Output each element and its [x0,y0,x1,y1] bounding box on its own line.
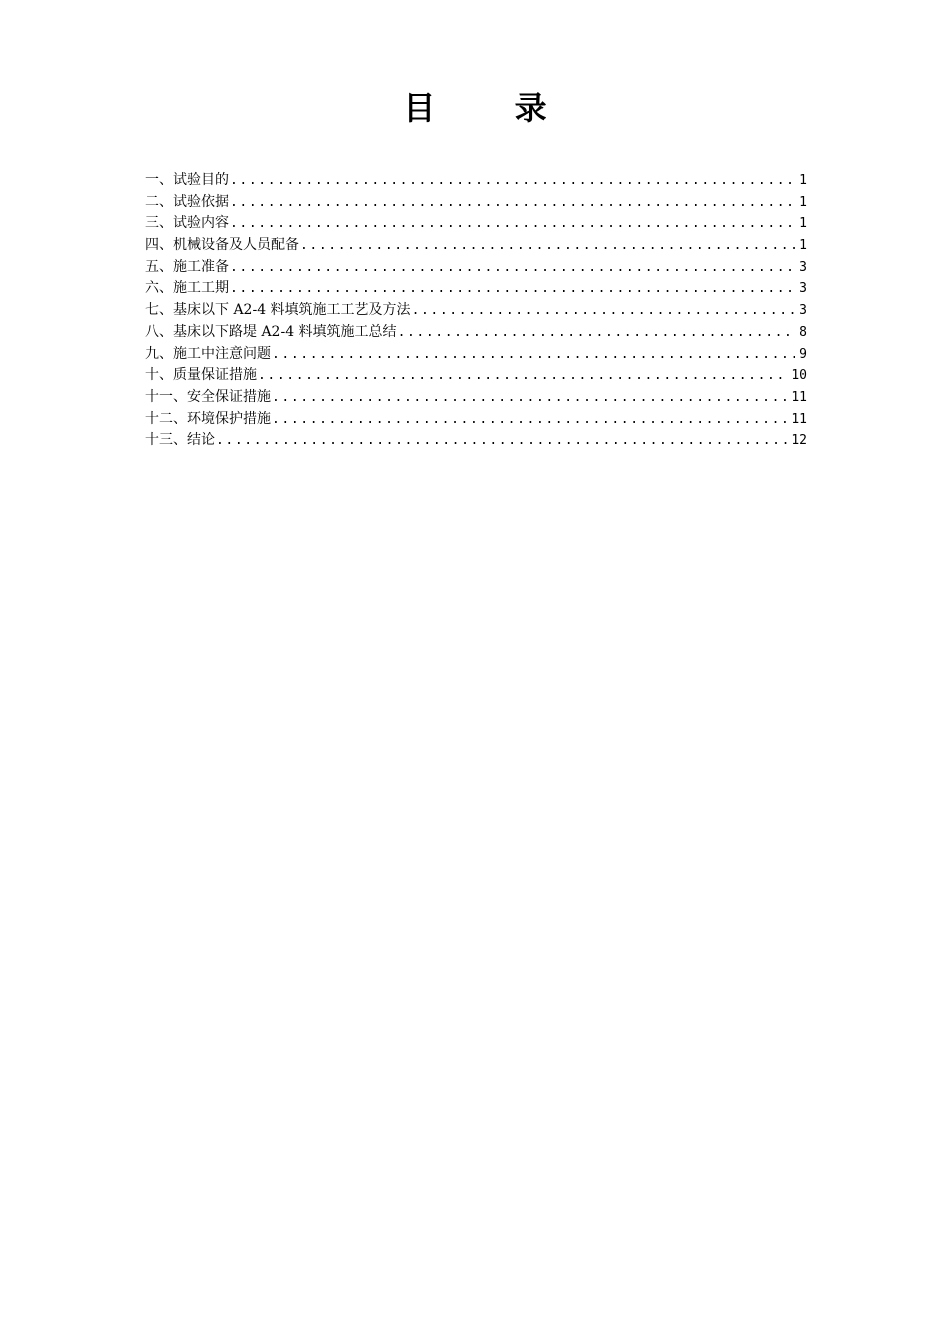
toc-dot-leader [230,170,795,192]
toc-entry[interactable] [145,365,807,387]
toc-page-number: 1 [799,238,807,254]
toc-dot-leader [230,213,795,235]
toc-entry[interactable] [145,430,807,452]
toc-page-number: 9 [799,346,807,362]
toc-entry-label: 十一、安全保证措施 [145,388,271,405]
toc-entry-label: 一、试验目的 [145,172,229,188]
toc-entry[interactable] [145,387,807,409]
toc-entry[interactable] [145,409,807,431]
toc-entry-label: 五、施工准备 [145,258,229,275]
toc-entry[interactable] [145,278,807,300]
toc-dot-leader [216,430,788,452]
toc-entry-label: 九、施工中注意问题 [145,345,271,362]
toc-entry-label: 四、机械设备及人员配备 [145,237,299,254]
toc-page-number: 3 [799,259,807,275]
toc-dot-leader [230,278,795,300]
toc-dot-leader [272,344,795,366]
toc-dot-leader [272,409,788,431]
toc-entry-label: 七、基床以下 A2-4 料填筑施工工艺及方法 [145,302,411,319]
toc-entry[interactable] [145,170,807,192]
toc-entry-label: 十三、结论 [145,432,215,449]
toc-entry[interactable] [145,213,807,235]
toc-entry[interactable] [145,192,807,214]
toc-dot-leader [230,257,795,279]
toc-dot-leader [300,235,795,257]
toc-page-number: 10 [791,368,807,384]
toc-page-number: 11 [791,411,807,427]
toc-entry-label: 八、基床以下路堤 A2-4 料填筑施工总结 [145,323,397,340]
toc-page-number: 12 [791,433,807,449]
toc-title: 目 录 [403,89,581,127]
toc-entry-label: 十二、环境保护措施 [145,410,271,427]
toc-entry-label: 十、质量保证措施 [145,367,257,384]
toc-entry[interactable] [145,300,807,322]
toc-entry-label: 六、施工工期 [145,280,229,297]
toc-entry[interactable] [145,322,807,344]
toc-dot-leader [412,300,795,322]
toc-dot-leader [230,192,795,214]
toc-page-number: 8 [799,324,807,340]
toc-entry[interactable] [145,344,807,366]
toc-entry[interactable] [145,235,807,257]
toc-page-number: 3 [799,303,807,319]
toc-entry-label: 二、试验依据 [145,193,229,210]
toc-dot-leader [258,365,788,387]
toc-dot-leader [398,322,795,344]
toc-page-number: 11 [791,389,807,405]
toc-dot-leader [272,387,788,409]
toc-page-number: 3 [799,281,807,297]
toc-page-number: 1 [799,194,807,210]
table-of-contents [145,170,807,452]
toc-entry[interactable] [145,257,807,279]
toc-page-number: 1 [799,173,807,188]
toc-entry-label: 三、试验内容 [145,215,229,232]
toc-page-number: 1 [799,216,807,232]
